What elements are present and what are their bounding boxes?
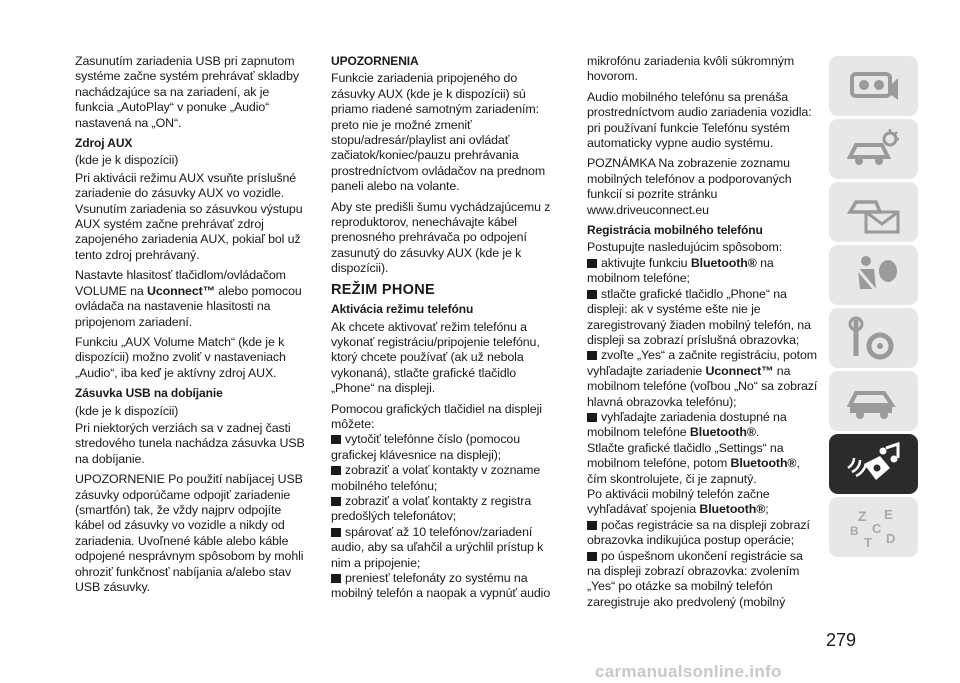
index-letter: C: [871, 521, 881, 536]
aux-heading: Zdroj AUX: [75, 136, 133, 151]
tab-warnings[interactable]: [829, 182, 918, 242]
bullet-icon: [331, 466, 341, 475]
aux-paragraph-3: Funkciu „AUX Volume Match“ (kde je k dispozícii) možno zvoliť v nastaveniach „Audio“, iba keď je aktívny zdroj AUX.: [75, 334, 286, 380]
list-item: preniesť telefonáty zo systému na mobilný telefón a naopak a vypnúť audio: [331, 571, 551, 601]
aux-paragraph-2: Nastavte hlasitosť tlačidlom/ovládačom VOLUME na Uconnect™ alebo pomocou ovládača na nastavenie hlasitosti na pripojenom zariadení.: [75, 268, 302, 329]
compatibility-note: POZNÁMKA Na zobrazenie zoznamu mobilných telefónov a podporovaných funkcií si pozrite stránku www.driveuconnect.eu: [587, 156, 792, 217]
alphabet-index-icon: [846, 505, 902, 549]
tab-dashboard[interactable]: [829, 56, 918, 116]
index-letter: E: [883, 507, 893, 522]
tab-service[interactable]: [829, 371, 918, 431]
car-service-icon: [846, 379, 902, 423]
phone-activation-paragraph-2: Pomocou grafických tlačidiel na displeji môžete:: [331, 401, 542, 431]
usb-autoplay-paragraph: Zasunutím zariadenia USB pri zapnutom systéme začne systém prehrávať skladby nachádzajúce sa na zariadení, ak je funkcia „AutoPlay“ v ponuke „Audio“ nastavená na „ON“.: [75, 54, 299, 130]
car-lights-icon: [846, 127, 902, 171]
bullet-icon: [587, 521, 597, 530]
text-column-2: [331, 54, 561, 602]
list-item: vyhľadajte zariadenia dostupné na mobilnom telefóne Bluetooth®.: [587, 409, 787, 440]
bullet-icon: [587, 552, 597, 561]
mic-privacy-paragraph: mikrofónu zariadenia kvôli súkromným hovorom.: [587, 54, 795, 84]
aux-paragraph-1: Pri aktivácii režimu AUX vsuňte príslušné zariadenie do zásuvky AUX vo vozidle. Vsunutím zariadenia so zásuvkou výstupu AUX systém začne prehrávať zdroj zapojeného zariadenia AUX, pokiaľ bol už tento zdroj prehrávaný.: [75, 170, 303, 262]
phone-audio-paragraph: Audio mobilného telefónu sa prenáša prostredníctvom audio zariadenia vozidla: pri používaní funkcie Telefónu systém automaticky vypne audio systému.: [587, 89, 812, 151]
wheel-tools-icon: [846, 316, 902, 360]
tab-safety[interactable]: [829, 245, 918, 305]
index-letter: D: [885, 531, 895, 546]
tab-multimedia[interactable]: [829, 434, 918, 494]
page-number: 279: [826, 630, 857, 650]
bullet-icon: [587, 413, 597, 422]
list-item: počas registrácie sa na displeji zobrazí obrazovka indikujúca postup operácie;: [587, 517, 810, 548]
watermark: carmanualsonline.info: [595, 662, 782, 681]
bullet-icon: [331, 497, 341, 506]
warnings-paragraph-1: Funkcie zariadenia pripojeného do zásuvky AUX (kde je k dispozícii) sú priamo riadené samotným zariadením: preto nie je možné zmeniť stopu/adresár/playlist ani ovládať začiatok/koniec/pauzu prehrávania prostredníctvom ovládačov na prednom paneli alebo na volante.: [331, 71, 546, 194]
bullet-icon: [587, 351, 597, 360]
text-column-3: [587, 54, 819, 610]
phone-activation-heading: Aktivácia režimu telefónu: [331, 302, 474, 317]
list-item: stlačte grafické tlačidlo „Phone“ na displeji: ak v systéme ešte nie je zaregistrovaný žiaden mobilný telefón, na displeji sa zobrazí príslušná obrazovka;: [587, 286, 811, 347]
usb-charging-heading: Zásuvka USB na dobíjanie: [75, 386, 223, 401]
bullet-icon: [331, 528, 341, 537]
list-item: vytočiť telefónne číslo (pomocou grafickej klávesnice na displeji);: [331, 432, 521, 462]
tab-lights[interactable]: [829, 119, 918, 179]
usb-charging-paragraph-1: Pri niektorých verziách sa v zadnej časti stredového tunela nachádza zásuvka USB na dobíjanie.: [75, 420, 305, 466]
text-column-1: [75, 54, 307, 600]
tab-index[interactable]: [829, 497, 918, 557]
tab-maintenance[interactable]: [829, 308, 918, 368]
phone-mode-heading: REŽIM PHONE: [331, 281, 435, 298]
warnings-heading: UPOZORNENIA: [331, 54, 419, 68]
warnings-paragraph-2: Aby ste predišli šumu vychádzajúcemu z reproduktorov, nenechávajte kábel prenosného prehrávača po odpojení zasunutý do zásuvky AUX (kde je k dispozícii).: [331, 199, 551, 276]
bullet-icon: [331, 574, 341, 583]
list-item: po úspešnom ukončení registrácie sa na displeji zobrazí obrazovka: zvolením „Yes“ po otázke sa mobilný telefón zaregistruje ako predvolený (mobilný: [587, 548, 803, 609]
usb-charging-warning: UPOZORNENIE Po použití nabíjacej USB zásuvky odporúčame odpojiť zariadenie (smartfón) tak, že vždy najprv odpojíte kábel od zásuvky vo vozidle a nikdy od zariadenia. Uvoľnené káble alebo káble odpojené nesprávnym spôsobom by mohli ohroziť funkčnosť nabíjania a/alebo stav USB zásuvky.: [75, 472, 304, 594]
phone-activation-paragraph-1: Ak chcete aktivovať režim telefónu a vykonať registráciu/pripojenie telefónu, ktorý chcete používať (ak už nebola vykonaná), stlačte grafické tlačidlo „Phone“ na displeji.: [331, 319, 540, 396]
multimedia-music-icon: [846, 442, 902, 486]
search-paragraph: Po aktivácii mobilný telefón začne vyhľadávať spojenia Bluetooth®;: [587, 486, 770, 517]
index-letter: B: [849, 524, 859, 538]
settings-paragraph: Stlačte grafické tlačidlo „Settings“ na mobilnom telefóne, potom Bluetooth®, čím skontrolujete, či je zapnutý.: [587, 440, 800, 486]
aux-availability-note: (kde je k dispozícii): [75, 153, 179, 168]
seatbelt-airbag-icon: [846, 253, 902, 297]
index-letter: T: [863, 535, 872, 549]
bullet-icon: [587, 290, 597, 299]
list-item: aktivujte funkciu Bluetooth® na mobilnom telefóne;: [587, 255, 774, 286]
car-warning-envelope-icon: [846, 190, 902, 234]
car-dashboard-icon: [846, 64, 902, 108]
index-letter: Z: [857, 508, 867, 524]
list-item: zobraziť a volať kontakty z registra predošlých telefonátov;: [331, 493, 532, 524]
list-item: zvoľte „Yes“ a začnite registráciu, potom vyhľadajte zariadenie Uconnect™ na mobilnom telefóne (voľbou „No“ sa zobrazí hlavná obrazovka telefónu);: [587, 348, 818, 409]
registration-intro: Postupujte nasledujúcim spôsobom:: [587, 240, 783, 255]
chapter-tab-strip: [829, 56, 918, 560]
list-item: zobraziť a volať kontakty v zozname mobilného telefónu;: [331, 463, 541, 493]
bullet-icon: [587, 259, 597, 268]
list-item: spárovať až 10 telefónov/zariadení audio, aby sa uľahčil a urýchlil prístup k nim a pripojenie;: [331, 524, 544, 570]
bullet-icon: [331, 435, 341, 444]
usb-availability-note: (kde je k dispozícii): [75, 403, 179, 418]
phone-registration-heading: Registrácia mobilného telefónu: [587, 223, 763, 238]
